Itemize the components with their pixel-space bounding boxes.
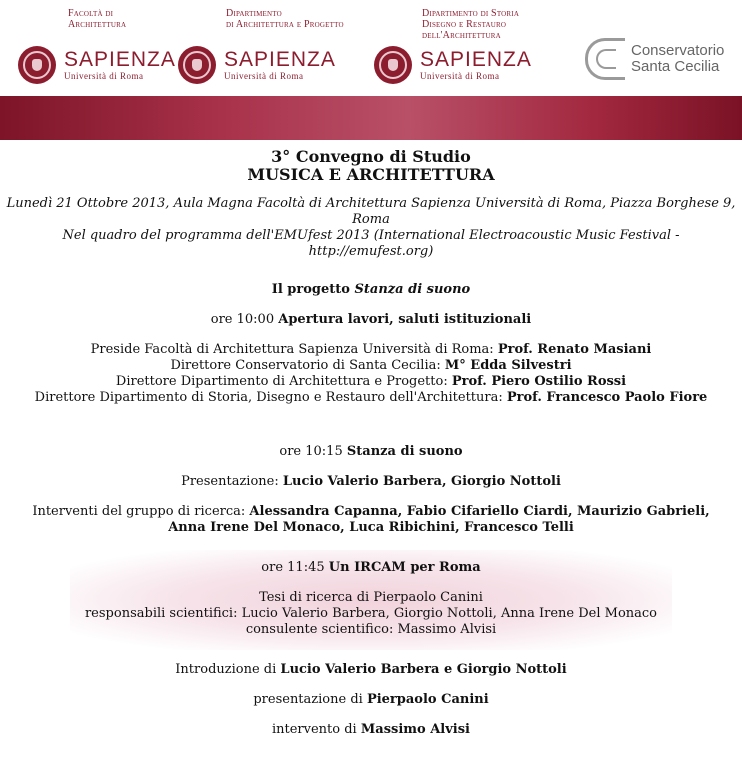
presentation-names: Lucio Valerio Barbera, Giorgio Nottoli	[282, 474, 561, 489]
logo-name: SAPIENZA	[224, 48, 336, 71]
ircam-heading	[70, 560, 672, 576]
speaker-row	[0, 342, 742, 358]
speaker-role: Direttore Dipartimento di Storia, Disegno e Restauro dell'Architettura:	[34, 390, 503, 405]
session-stanza-heading	[0, 444, 742, 460]
logo-caption: Architettura	[68, 19, 127, 30]
session-time: ore 11:45	[261, 560, 325, 575]
logo-sub: Università di Roma	[224, 71, 304, 81]
logo-caption: Dipartimento	[226, 8, 282, 19]
sapienza-seal-icon	[374, 46, 412, 84]
speaker-name: M° Edda Silvestri	[444, 358, 572, 373]
program-content	[0, 148, 742, 738]
speaker-role: Preside Facoltà di Architettura Sapienza Università di Roma:	[90, 342, 494, 357]
speaker-name: Prof. Piero Ostilio Rossi	[451, 374, 627, 389]
closing-presentation	[0, 692, 742, 708]
closing-prefix: Introduzione di	[175, 662, 277, 677]
opening-title: Apertura lavori, saluti istituzionali	[278, 312, 532, 327]
logo-sub: Università di Roma	[420, 71, 500, 81]
speaker-row	[0, 374, 742, 390]
ircam-session-box	[70, 550, 672, 650]
logo-facolta-architettura	[18, 8, 176, 84]
event-title: MUSICA E ARCHITETTURA	[247, 165, 495, 184]
closing-prefix: intervento di	[271, 722, 357, 737]
project-heading	[0, 282, 742, 298]
opening-time: ore 10:00	[210, 312, 275, 327]
interventi-label: Interventi del gruppo di ricerca:	[32, 504, 246, 519]
speaker-row	[0, 390, 742, 406]
closing-intro	[0, 662, 742, 678]
logo-dip-storia-disegno-restauro	[374, 8, 532, 84]
project-name: Stanza di suono	[354, 282, 471, 297]
speaker-name: Prof. Francesco Paolo Fiore	[506, 390, 708, 405]
project-prefix: Il progetto	[271, 282, 350, 297]
speaker-role: Direttore Dipartimento di Architettura e Progetto:	[115, 374, 448, 389]
closing-names: Massimo Alvisi	[360, 722, 470, 737]
logo-name: SAPIENZA	[64, 48, 176, 71]
logo-caption: Dipartimento di Storia	[422, 8, 520, 19]
ircam-detail: Tesi di ricerca di Pierpaolo Canini	[259, 590, 483, 605]
closing-intervento	[0, 722, 742, 738]
sapienza-seal-icon	[18, 46, 56, 84]
conservatorio-line: Conservatorio	[631, 42, 725, 59]
logo-name: SAPIENZA	[420, 48, 532, 71]
session-time: ore 10:15	[279, 444, 343, 459]
logo-sub: Università di Roma	[64, 71, 144, 81]
presentation-label: Presentazione:	[181, 474, 279, 489]
conservatorio-c-icon	[585, 38, 625, 80]
speaker-role: Direttore Conservatorio di Santa Cecilia:	[170, 358, 441, 373]
interventi-names: Anna Irene Del Monaco, Luca Ribichini, Francesco Telli	[168, 520, 574, 535]
session-presentation	[0, 474, 742, 490]
closing-prefix: presentazione di	[253, 692, 363, 707]
event-edition: 3° Convegno di Studio	[271, 147, 471, 166]
session-title: Un IRCAM per Roma	[328, 560, 481, 575]
conservatorio-line: Santa Cecilia	[631, 58, 720, 75]
speakers-list	[0, 342, 742, 406]
header	[0, 0, 742, 96]
logo-conservatorio-santa-cecilia	[585, 38, 724, 80]
header-band	[0, 96, 742, 140]
session-title: Stanza di suono	[346, 444, 463, 459]
logo-caption: di Architettura e Progetto	[226, 19, 344, 30]
speaker-row	[0, 358, 742, 374]
closing-names: Lucio Valerio Barbera e Giorgio Nottoli	[280, 662, 567, 677]
logo-caption: Disegno e Restauro	[422, 19, 507, 30]
closing-names: Pierpaolo Canini	[366, 692, 489, 707]
logo-dip-architettura-progetto	[178, 8, 344, 84]
ircam-detail: responsabili scientifici: Lucio Valerio Barbera, Giorgio Nottoli, Anna Irene Del Monaco	[84, 606, 658, 621]
ircam-detail: consulente scientifico: Massimo Alvisi	[245, 622, 497, 637]
event-intro	[0, 196, 742, 260]
session-interventi	[0, 504, 742, 536]
event-date-location: Lunedì 21 Ottobre 2013, Aula Magna Facoltà di Architettura Sapienza Università di Roma, Piazza Borghese 9, Roma	[6, 196, 736, 227]
opening-session	[0, 312, 742, 328]
sapienza-seal-icon	[178, 46, 216, 84]
logo-caption: Facoltà di	[68, 8, 114, 19]
event-context: Nel quadro del programma dell'EMUfest 2013 (International Electroacoustic Music Festival - http://emufest.org)	[62, 228, 680, 259]
logo-caption: dell'Architettura	[422, 30, 501, 41]
speaker-name: Prof. Renato Masiani	[497, 342, 652, 357]
interventi-names: Alessandra Capanna, Fabio Cifariello Ciardi, Maurizio Gabrieli,	[249, 504, 710, 519]
